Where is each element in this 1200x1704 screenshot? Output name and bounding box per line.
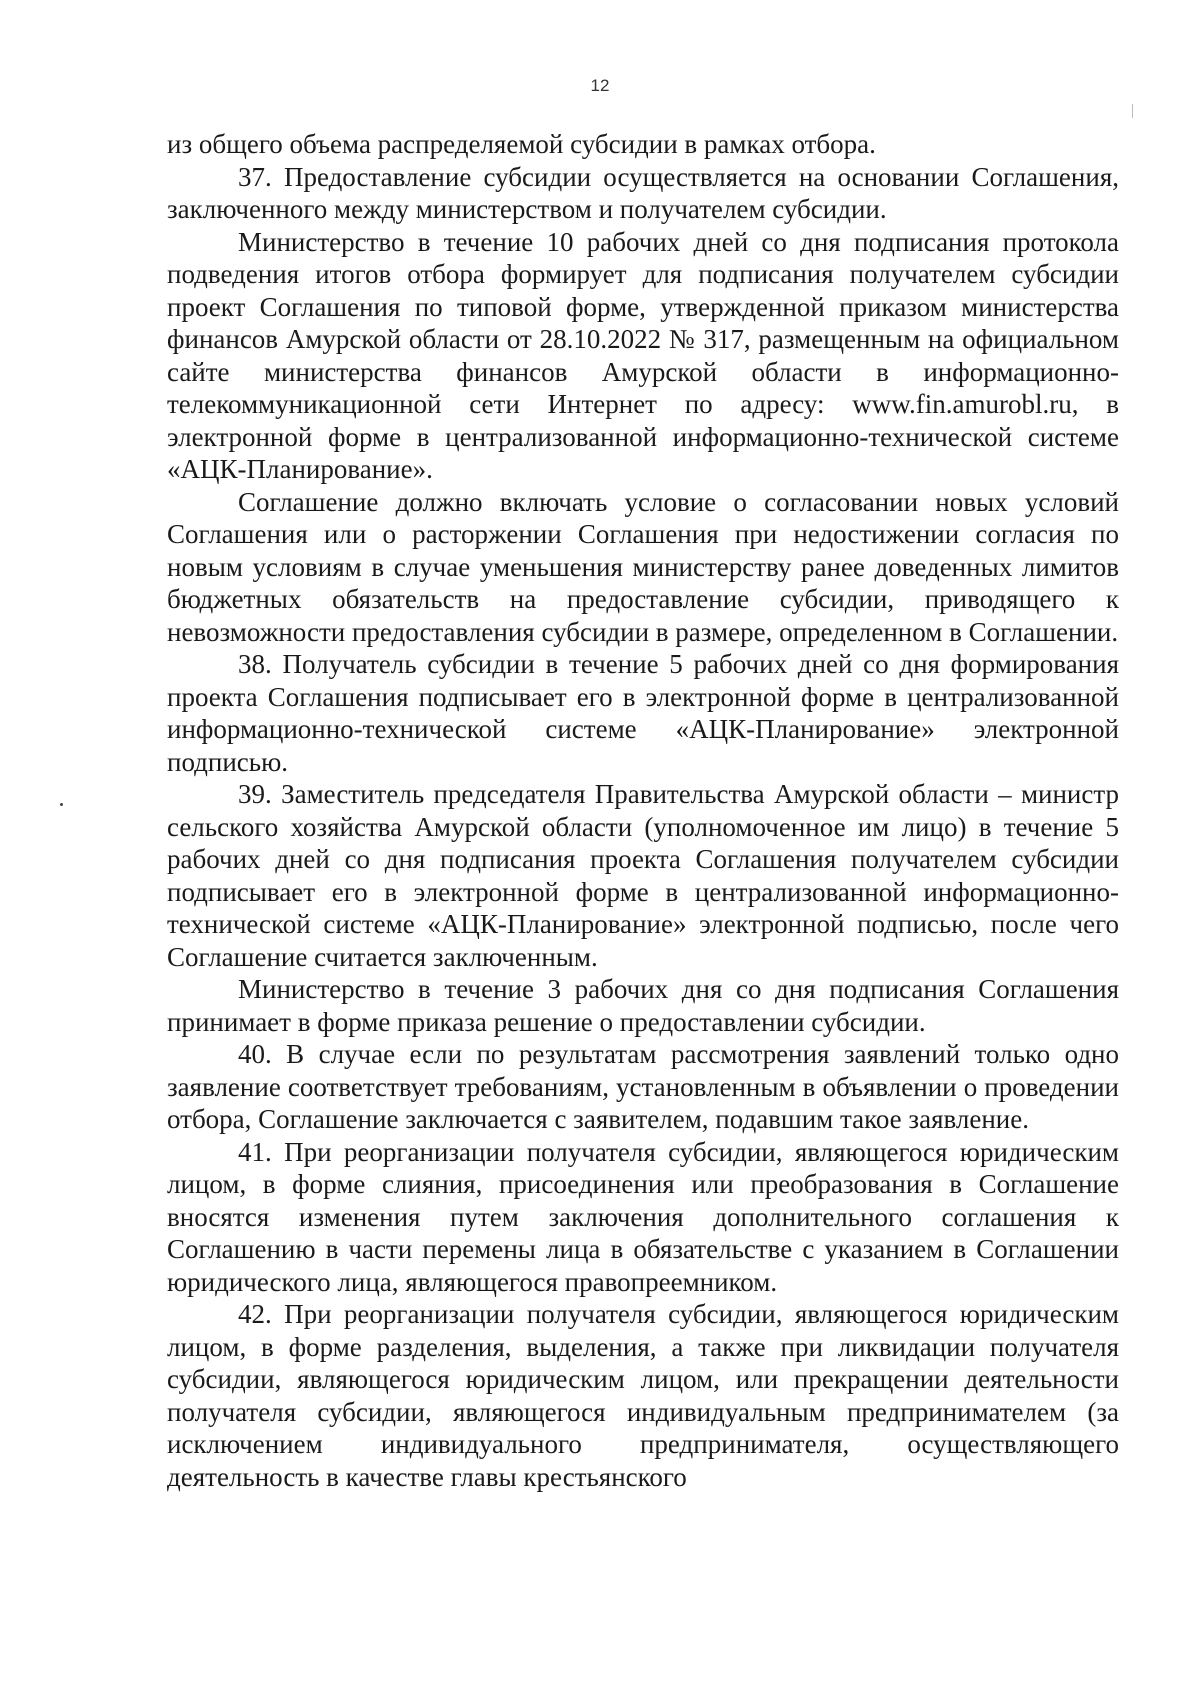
paragraph-39: 39. Заместитель председателя Правительства Амурской области – министр сельского хозяйства Амурской области (уполномоченное им лицо) в течение 5 рабочих дней со дня подписания проекта Соглашения получателем субсидии подписывает его в электронной форме в централизованной информационно-технической системе «АЦК-Планирование» электронной подписью, после чего Соглашение считается заключенным. <box>167 779 1119 972</box>
page-number: 12 <box>590 76 610 95</box>
paragraph-42: 42. При реорганизации получателя субсидии, являющегося юридическим лицом, в форме разделения, выделения, а также при ликвидации получателя субсидии, являющегося юридическим лицом, или прекращении деятельности получателя субсидии, являющегося индивидуальным предпринимателем (за исключением индивидуального предпринимателя, осуществляющего деятельность в качестве главы крестьянского <box>167 1299 1119 1492</box>
paragraph-40: 40. В случае если по результатам рассмотрения заявлений только одно заявление соответствует требованиям, установленным в объявлении о проведении отбора, Соглашение заключается с заявителем, подавшим такое заявление. <box>167 1039 1119 1134</box>
paragraph-38: 38. Получатель субсидии в течение 5 рабочих дней со дня формирования проекта Соглашения подписывает его в электронной форме в централизованной информационно-технической системе «АЦК-Планирование» электронной подписью. <box>167 649 1119 777</box>
paragraph-37-agreement-conditions: Соглашение должно включать условие о согласовании новых условий Соглашения или о расторжении Соглашения при недостижении согласия по новым условиям в случае уменьшения министерству ранее доведенных лимитов бюджетных обязательств на предоставление субсидии, приводящего к невозможности предоставления субсидии в размере, определенном в Соглашении. <box>167 486 1119 647</box>
scan-speck <box>60 803 63 806</box>
paragraph-37-ministry-project: Министерство в течение 10 рабочих дней со дня подписания протокола подведения итогов отбора формирует для подписания получателем субсидии проект Соглашения по типовой форме, утвержденной приказом министерства финансов Амурской области от 28.10.2022 № 317, размещенным на официальном сайте министерства финансов Амурской области в информационно-телекоммуникационной сети Интернет по адресу: www.fin.amurobl.ru, в электронной форме в централизованной информационно-технической системе «АЦК-Планирование». <box>167 226 1119 484</box>
document-body <box>167 128 1119 1493</box>
paragraph-37: 37. Предоставление субсидии осуществляется на основании Соглашения, заключенного между министерством и получателем субсидии. <box>167 161 1119 224</box>
paragraph-39-order: Министерство в течение 3 рабочих дня со дня подписания Соглашения принимает в форме приказа решение о предоставлении субсидии. <box>167 974 1119 1037</box>
paragraph-continuation: из общего объема распределяемой субсидии в рамках отбора. <box>167 129 876 159</box>
scan-edge-mark <box>1132 104 1133 118</box>
paragraph-41: 41. При реорганизации получателя субсидии, являющегося юридическим лицом, в форме слияния, присоединения или преобразования в Соглашение вносятся изменения путем заключения дополнительного соглашения к Соглашению в части перемены лица в обязательстве с указанием в Соглашении юридического лица, являющегося правопреемником. <box>167 1136 1119 1297</box>
